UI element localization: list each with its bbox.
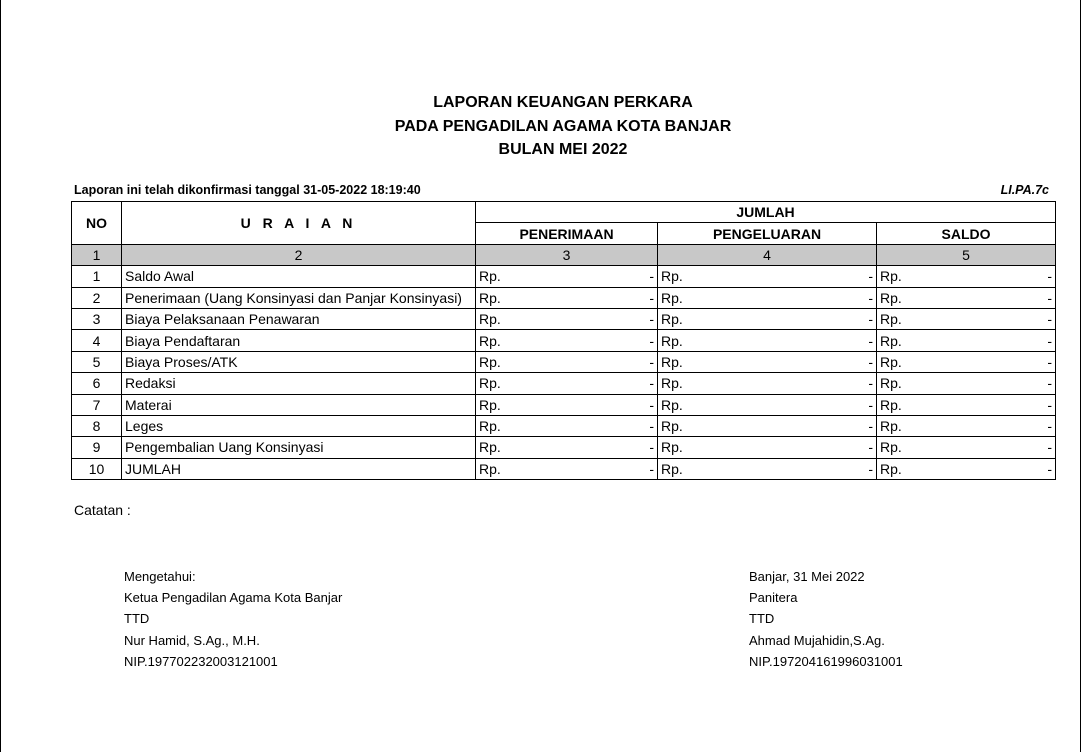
row-uraian: Biaya Pelaksanaan Penawaran <box>122 308 476 329</box>
amount-value: - <box>1047 460 1052 477</box>
currency-label: Rp. <box>880 353 902 370</box>
currency-label: Rp. <box>479 460 501 477</box>
row-number: 4 <box>72 330 122 351</box>
currency-label: Rp. <box>880 439 902 456</box>
amount-value: - <box>649 353 654 370</box>
amount-value: - <box>649 268 654 285</box>
title-line-3: BULAN MEI 2022 <box>498 141 628 158</box>
currency-label: Rp. <box>880 332 902 349</box>
amount-value: - <box>868 332 873 349</box>
amount-value: - <box>868 396 873 413</box>
table-row <box>72 458 1056 479</box>
header-pengeluaran: PENGELUARAN <box>658 223 877 244</box>
row-number: 3 <box>72 308 122 329</box>
header-uraian: U R A I A N <box>122 202 476 245</box>
currency-label: Rp. <box>661 375 683 392</box>
row-uraian: Penerimaan (Uang Konsinyasi dan Panjar Konsinyasi) <box>122 287 476 308</box>
currency-label: Rp. <box>661 268 683 285</box>
cell-penerimaan <box>476 415 658 436</box>
report-code: LI.PA.7c <box>1000 183 1049 197</box>
cell-pengeluaran <box>658 373 877 394</box>
signature-label: Mengetahui: <box>124 569 196 584</box>
row-uraian: Redaksi <box>122 373 476 394</box>
cell-saldo <box>877 415 1056 436</box>
row-number: 6 <box>72 373 122 394</box>
table-row <box>72 373 1056 394</box>
header-jumlah: JUMLAH <box>476 202 1056 223</box>
cell-saldo <box>877 458 1056 479</box>
column-number: 3 <box>476 244 658 265</box>
amount-value: - <box>649 332 654 349</box>
row-uraian: Pengembalian Uang Konsinyasi <box>122 437 476 458</box>
cell-penerimaan <box>476 266 658 287</box>
currency-label: Rp. <box>479 268 501 285</box>
cell-pengeluaran <box>658 287 877 308</box>
cell-pengeluaran <box>658 330 877 351</box>
currency-label: Rp. <box>479 396 501 413</box>
currency-label: Rp. <box>661 332 683 349</box>
cell-penerimaan <box>476 351 658 372</box>
cell-saldo <box>877 373 1056 394</box>
confirmation-text: Laporan ini telah dikonfirmasi tanggal 31-05-2022 18:19:40 <box>74 183 421 197</box>
amount-value: - <box>1047 311 1052 328</box>
currency-label: Rp. <box>880 289 902 306</box>
amount-value: - <box>1047 418 1052 435</box>
title-line-2: PADA PENGADILAN AGAMA KOTA BANJAR <box>394 117 732 135</box>
amount-value: - <box>1047 268 1052 285</box>
cell-saldo <box>877 287 1056 308</box>
cell-pengeluaran <box>658 308 877 329</box>
table-row <box>72 287 1056 308</box>
amount-value: - <box>1047 375 1052 392</box>
row-number: 1 <box>72 266 122 287</box>
table-row <box>72 266 1056 287</box>
signature-position: Ketua Pengadilan Agama Kota Banjar <box>124 590 343 606</box>
currency-label: Rp. <box>880 418 902 435</box>
currency-label: Rp. <box>661 396 683 413</box>
amount-value: - <box>868 311 873 328</box>
amount-value: - <box>868 353 873 370</box>
column-number-row <box>72 244 1056 265</box>
currency-label: Rp. <box>479 439 501 456</box>
amount-value: - <box>649 375 654 392</box>
amount-value: - <box>649 439 654 456</box>
amount-value: - <box>649 460 654 477</box>
currency-label: Rp. <box>479 375 501 392</box>
column-number: 4 <box>658 244 877 265</box>
cell-pengeluaran <box>658 415 877 436</box>
header-saldo: SALDO <box>877 223 1056 244</box>
row-uraian: Biaya Proses/ATK <box>122 351 476 372</box>
table-row <box>72 351 1056 372</box>
currency-label: Rp. <box>880 311 902 328</box>
row-number: 10 <box>72 458 122 479</box>
row-number: 2 <box>72 287 122 308</box>
currency-label: Rp. <box>479 289 501 306</box>
currency-label: Rp. <box>880 375 902 392</box>
cell-penerimaan <box>476 458 658 479</box>
signature-nip: NIP.197204161996031001 <box>749 653 903 669</box>
cell-saldo <box>877 351 1056 372</box>
cell-pengeluaran <box>658 394 877 415</box>
row-uraian: Leges <box>122 415 476 436</box>
cell-penerimaan <box>476 287 658 308</box>
header-no: NO <box>72 202 122 245</box>
table-row <box>72 437 1056 458</box>
amount-value: - <box>649 311 654 328</box>
amount-value: - <box>649 289 654 306</box>
row-number: 8 <box>72 415 122 436</box>
cell-saldo <box>877 394 1056 415</box>
row-uraian: Materai <box>122 394 476 415</box>
table-row <box>72 330 1056 351</box>
row-uraian: Saldo Awal <box>122 266 476 287</box>
cell-pengeluaran <box>658 437 877 458</box>
amount-value: - <box>868 268 873 285</box>
financial-report-table <box>71 201 1056 480</box>
amount-value: - <box>868 460 873 477</box>
currency-label: Rp. <box>479 353 501 370</box>
column-number: 5 <box>877 244 1056 265</box>
cell-penerimaan <box>476 394 658 415</box>
cell-saldo <box>877 437 1056 458</box>
column-number: 2 <box>122 244 476 265</box>
row-number: 9 <box>72 437 122 458</box>
column-number: 1 <box>72 244 122 265</box>
table-row <box>72 394 1056 415</box>
row-uraian: Biaya Pendaftaran <box>122 330 476 351</box>
header-penerimaan: PENERIMAAN <box>476 223 658 244</box>
currency-label: Rp. <box>880 268 902 285</box>
cell-saldo <box>877 308 1056 329</box>
amount-value: - <box>1047 396 1052 413</box>
row-number: 7 <box>72 394 122 415</box>
currency-label: Rp. <box>661 439 683 456</box>
cell-penerimaan <box>476 437 658 458</box>
currency-label: Rp. <box>661 289 683 306</box>
currency-label: Rp. <box>479 418 501 435</box>
signature-sign: TTD <box>749 611 775 627</box>
signature-label: Banjar, 31 Mei 2022 <box>749 569 865 584</box>
report-body <box>72 266 1056 480</box>
signature-name: Nur Hamid, S.Ag., M.H. <box>124 632 260 648</box>
currency-label: Rp. <box>479 311 501 328</box>
currency-label: Rp. <box>661 353 683 370</box>
signature-nip: NIP.197702232003121001 <box>124 653 278 669</box>
table-row <box>72 308 1056 329</box>
title-line-1: LAPORAN KEUANGAN PERKARA <box>433 94 693 111</box>
currency-label: Rp. <box>661 460 683 477</box>
amount-value: - <box>868 289 873 306</box>
cell-pengeluaran <box>658 351 877 372</box>
amount-value: - <box>868 418 873 435</box>
cell-pengeluaran <box>658 266 877 287</box>
amount-value: - <box>868 439 873 456</box>
currency-label: Rp. <box>661 418 683 435</box>
amount-value: - <box>649 418 654 435</box>
currency-label: Rp. <box>479 332 501 349</box>
amount-value: - <box>649 396 654 413</box>
amount-value: - <box>868 375 873 392</box>
cell-saldo <box>877 330 1056 351</box>
amount-value: - <box>1047 353 1052 370</box>
notes-label: Catatan : <box>74 502 131 518</box>
signature-right <box>749 566 903 672</box>
row-number: 5 <box>72 351 122 372</box>
signature-name: Ahmad Mujahidin,S.Ag. <box>749 632 885 648</box>
amount-value: - <box>1047 289 1052 306</box>
cell-penerimaan <box>476 330 658 351</box>
amount-value: - <box>1047 439 1052 456</box>
signature-position: Panitera <box>749 590 798 606</box>
cell-saldo <box>877 266 1056 287</box>
cell-penerimaan <box>476 373 658 394</box>
currency-label: Rp. <box>661 311 683 328</box>
cell-pengeluaran <box>658 458 877 479</box>
signature-sign: TTD <box>124 611 150 627</box>
report-title <box>0 91 1086 162</box>
row-uraian: JUMLAH <box>122 458 476 479</box>
currency-label: Rp. <box>880 460 902 477</box>
signature-left <box>124 566 342 672</box>
currency-label: Rp. <box>880 396 902 413</box>
table-row <box>72 415 1056 436</box>
cell-penerimaan <box>476 308 658 329</box>
amount-value: - <box>1047 332 1052 349</box>
